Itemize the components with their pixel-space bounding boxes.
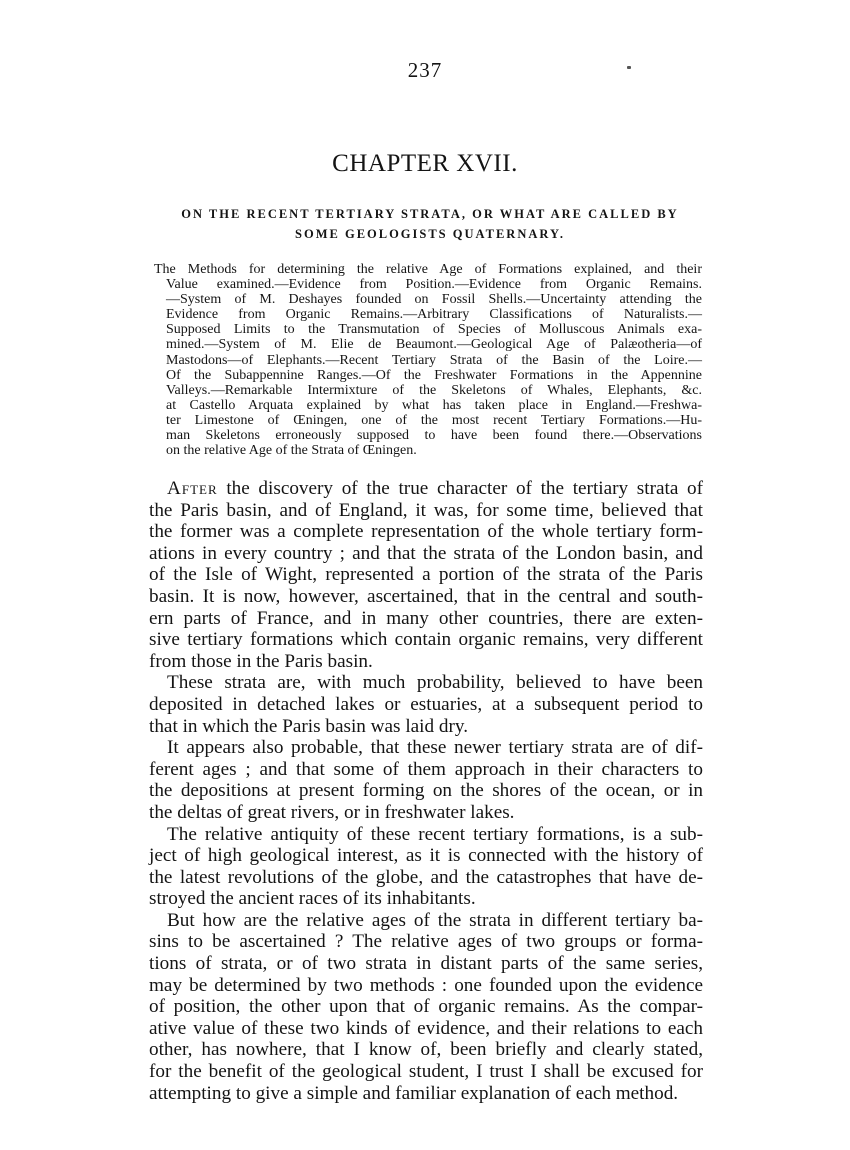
synopsis-line: Mastodons—of Elephants.—Recent Tertiary Strata of the Basin of the Loire.—	[166, 352, 702, 368]
body-line: basin. It is now, however, ascertained, that in the central and south-	[149, 585, 703, 607]
body-line: ations in every country ; and that the strata of the London basin, and	[149, 542, 703, 564]
body-line: stroyed the ancient races of its inhabitants.	[149, 888, 476, 910]
synopsis-line: man Skeletons erroneously supposed to have been found there.—Observations	[166, 428, 702, 444]
body-line: ern parts of France, and in many other countries, there are exten-	[149, 607, 703, 629]
drop-word: After	[167, 478, 218, 499]
synopsis-line: —System of M. Deshayes founded on Fossil Shells.—Uncertainty attending the	[166, 292, 702, 308]
body-line: tions of strata, or of two strata in distant parts of the same series,	[149, 953, 703, 975]
chapter-heading-line: ON THE RECENT TERTIARY STRATA, OR WHAT ARE CALLED BY	[181, 207, 679, 221]
body-line: may be determined by two methods : one founded upon the evidence	[149, 974, 703, 996]
body-line: The relative antiquity of these recent tertiary formations, is a sub-	[167, 823, 703, 845]
body-line: of the Isle of Wight, represented a portion of the strata of the Paris	[149, 564, 703, 586]
body-line: from those in the Paris basin.	[149, 650, 373, 672]
body-line: for the benefit of the geological student, I trust I shall be excused for	[149, 1061, 703, 1083]
chapter-title: CHAPTER XVII.	[332, 150, 518, 177]
body-line: of position, the other upon that of organic remains. As the compar-	[149, 996, 703, 1018]
body-line: the former was a complete representation of the whole tertiary form-	[149, 521, 703, 543]
synopsis-line: The Methods for determining the relative Age of Formations explained, and their	[154, 262, 702, 277]
body-text	[149, 478, 703, 1104]
body-line: the latest revolutions of the globe, and the catastrophes that have de-	[149, 866, 703, 888]
body-line: sive tertiary formations which contain organic remains, very different	[149, 629, 703, 651]
synopsis-line: mined.—System of M. Elie de Beaumont.—Geological Age of Palæotheria—of	[166, 337, 702, 353]
synopsis-line: Supposed Limits to the Transmutation of Species of Molluscous Animals exa-	[166, 322, 702, 338]
body-line: ative value of these two kinds of evidence, and their relations to each	[149, 1017, 703, 1039]
body-line: the Paris basin, and of England, it was, for some time, believed that	[149, 499, 703, 521]
body-line: other, has nowhere, that I know of, been briefly and clearly stated,	[149, 1039, 703, 1061]
body-line: the depositions at present forming on the shores of the ocean, or in	[149, 780, 703, 802]
synopsis-line: Of the Subappennine Ranges.—Of the Freshwater Formations in the Appennine	[166, 367, 702, 383]
body-line: But how are the relative ages of the strata in different tertiary ba-	[167, 909, 703, 931]
body-line: These strata are, with much probability, believed to have been	[167, 672, 703, 694]
synopsis-line: on the relative Age of the Strata of Œningen.	[166, 443, 417, 459]
body-line: ferent ages ; and that some of them approach in their characters to	[149, 758, 703, 780]
body-line: that in which the Paris basin was laid dry.	[149, 715, 469, 737]
body-line: deposited in detached lakes or estuaries, at a subsequent period to	[149, 693, 703, 715]
chapter-heading	[150, 204, 710, 244]
body-line: attempting to give a simple and familiar explanation of each method.	[149, 1082, 679, 1104]
ink-speck	[627, 66, 631, 69]
page-number: 237	[407, 58, 443, 82]
body-line	[149, 478, 703, 500]
body-line: ject of high geological interest, as it is connected with the history of	[149, 845, 703, 867]
synopsis-line: Value examined.—Evidence from Position.—Evidence from Organic Remains.	[166, 277, 702, 293]
body-line: sins to be ascertained ? The relative ages of two groups or forma-	[149, 931, 703, 953]
synopsis-line: ter Limestone of Œningen, one of the most recent Tertiary Formations.—Hu-	[166, 412, 702, 428]
body-line: the deltas of great rivers, or in freshwater lakes.	[149, 801, 515, 823]
chapter-synopsis	[154, 262, 702, 458]
synopsis-line: Evidence from Organic Remains.—Arbitrary Classifications of Naturalists.—	[166, 307, 702, 323]
body-line: It appears also probable, that these newer tertiary strata are of dif-	[167, 737, 703, 759]
synopsis-line: Valleys.—Remarkable Intermixture of the Skeletons of Whales, Elephants, &c.	[166, 382, 702, 398]
synopsis-line: at Castello Arquata explained by what has taken place in England.—Freshwa-	[166, 397, 702, 413]
chapter-heading-line: SOME GEOLOGISTS QUATERNARY.	[295, 227, 565, 241]
body-line-text: the discovery of the true character of the tertiary strata of	[217, 478, 703, 499]
